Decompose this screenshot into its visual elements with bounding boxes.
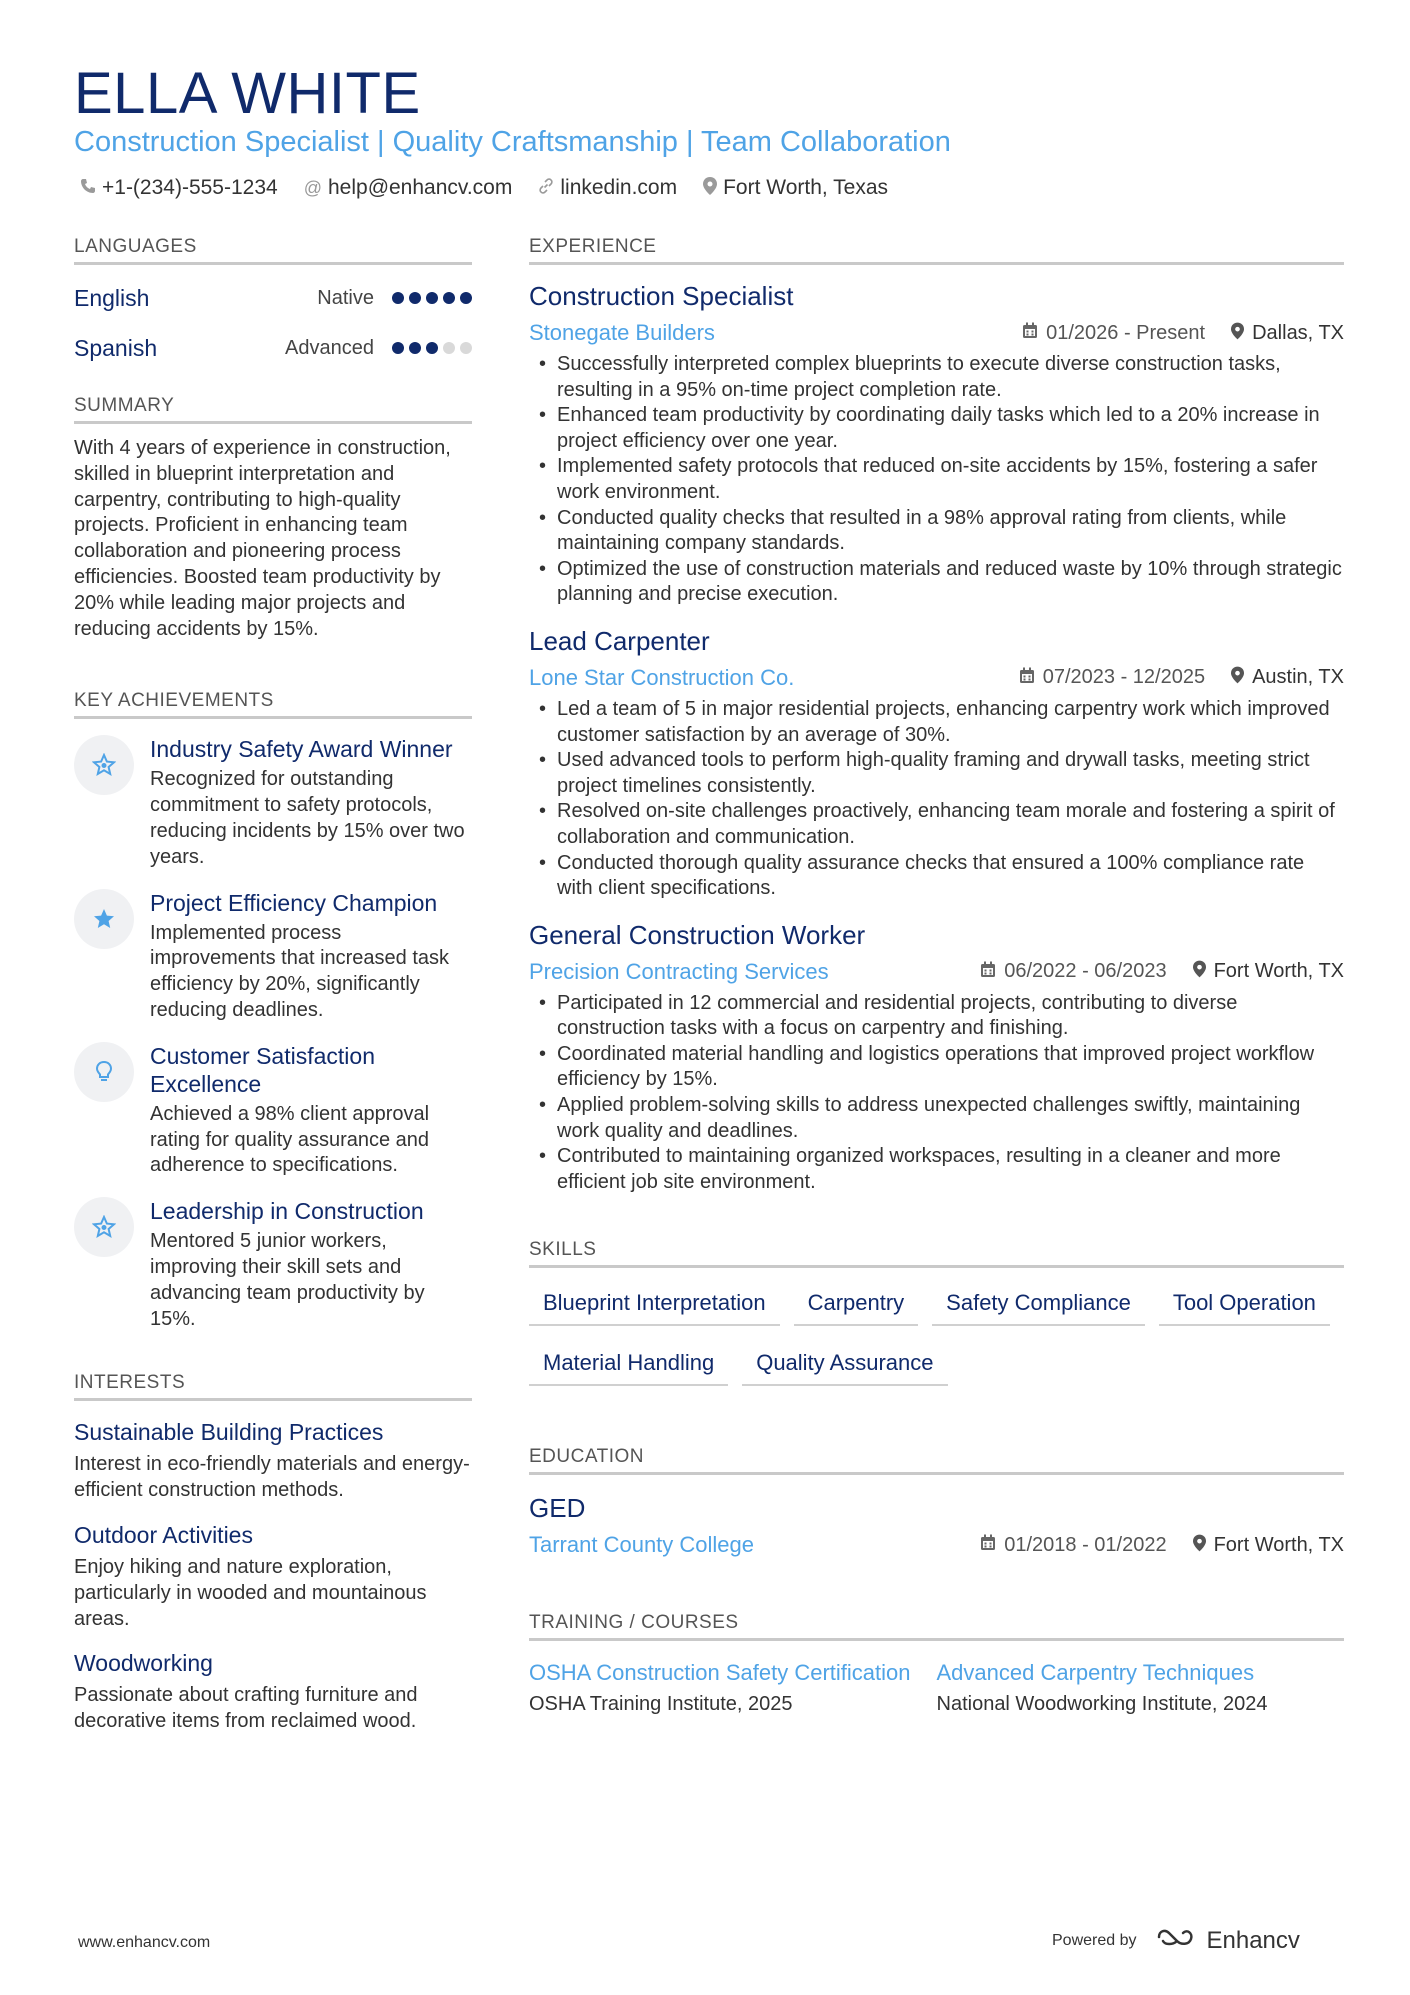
language-proficiency-dots — [392, 292, 472, 304]
job-bullet: • Contributed to maintaining organized workspaces, resulting in a cleaner and more efficient job site environment. — [529, 1144, 1344, 1195]
job-bullet: • Participated in 12 commercial and residential projects, contributing to diverse construction tasks with a focus on carpentry and finishing. — [529, 991, 1344, 1042]
language-level: Native — [317, 286, 374, 309]
job-meta — [529, 320, 1344, 346]
achievement-description: Achieved a 98% client approval rating for quality assurance and adherence to specifications. — [150, 1102, 430, 1177]
contact-email[interactable] — [304, 176, 513, 200]
map-pin-icon — [1193, 1534, 1206, 1557]
language-item — [74, 323, 472, 373]
job-bullet: • Enhanced team productivity by coordinating daily tasks which led to a 20% increase in project efficiency over one year. — [529, 403, 1344, 454]
star-icon — [74, 889, 134, 949]
map-pin-icon — [1231, 666, 1244, 689]
proficiency-dot — [409, 342, 421, 354]
linkedin-text: linkedin.com — [560, 176, 678, 199]
job-location-text: Dallas, TX — [1252, 321, 1344, 344]
education-dates — [980, 1534, 1166, 1557]
achievement-description: Implemented process improvements that increased task efficiency by 20%, significantly reducing deadlines. — [150, 921, 450, 1021]
enhancv-logo[interactable] — [1155, 1925, 1300, 1956]
education-heading: EDUCATION — [529, 1446, 1344, 1475]
job-dates — [1019, 666, 1205, 689]
summary-heading: SUMMARY — [74, 395, 472, 424]
course-provider: OSHA Training Institute, 2025 — [529, 1693, 793, 1716]
training-heading: TRAINING / COURSES — [529, 1612, 1344, 1641]
job-location — [1231, 666, 1344, 689]
job-dates — [1022, 322, 1205, 345]
interest-description: Passionate about crafting furniture and decorative items from reclaimed wood. — [74, 1684, 418, 1733]
skill-tag: Material Handling — [529, 1346, 728, 1386]
job-bullet: • Led a team of 5 in major residential projects, enhancing carpentry work which improved customer satisfaction by an average of 30%. — [529, 697, 1344, 748]
job-bullets — [529, 697, 1344, 902]
contact-phone — [80, 176, 278, 200]
school-name: Tarrant County College — [529, 1532, 755, 1558]
proficiency-dot — [392, 292, 404, 304]
education-degree: GED — [529, 1493, 586, 1524]
job-title: Construction Specialist — [529, 281, 794, 311]
job-location — [1231, 322, 1344, 345]
achievement-description: Mentored 5 junior workers, improving their skill sets and advancing team productivity by 15%. — [150, 1230, 425, 1330]
job-entry — [529, 281, 1344, 608]
achievement-item — [74, 735, 472, 870]
achievement-item — [74, 1197, 472, 1332]
job-dates — [980, 960, 1166, 983]
proficiency-dot — [426, 342, 438, 354]
email-text: help@enhancv.com — [327, 176, 513, 199]
job-entry — [529, 626, 1344, 902]
languages-list — [74, 273, 472, 373]
interest-description: Interest in eco-friendly materials and energy-efficient construction methods. — [74, 1453, 470, 1502]
language-name: Spanish — [74, 334, 158, 361]
contact-location — [703, 176, 888, 200]
phone-icon — [80, 178, 96, 199]
interest-item — [74, 1650, 472, 1735]
course-provider: National Woodworking Institute, 2024 — [936, 1693, 1268, 1716]
lightbulb-icon — [74, 1042, 134, 1102]
job-bullet: • Implemented safety protocols that reduced on-site accidents by 15%, fostering a safer work environment. — [529, 454, 1344, 505]
skill-tag: Carpentry — [794, 1286, 919, 1326]
job-location — [1193, 960, 1344, 983]
proficiency-dot-empty — [443, 342, 455, 354]
calendar-icon — [1019, 667, 1035, 689]
experience-heading: EXPERIENCE — [529, 236, 1344, 265]
skill-tag: Quality Assurance — [742, 1346, 947, 1386]
course-item — [937, 1659, 1345, 1716]
achievement-title: Project Efficiency Champion — [150, 889, 438, 916]
job-bullet: • Optimized the use of construction materials and reduced waste by 10% through strategic planning and precise execution. — [529, 557, 1344, 608]
interest-title: Outdoor Activities — [74, 1521, 253, 1548]
star-outline-icon — [74, 1197, 134, 1257]
powered-by-label: Powered by — [1052, 1931, 1137, 1949]
interest-description: Enjoy hiking and nature exploration, particularly in wooded and mountainous areas. — [74, 1555, 427, 1630]
education-dates-text: 01/2018 - 01/2022 — [1004, 1533, 1167, 1556]
proficiency-dot-empty — [460, 342, 472, 354]
left-column — [74, 236, 472, 1735]
enhancv-wordmark: Enhancv — [1206, 1926, 1300, 1954]
achievement-description: Recognized for outstanding commitment to safety protocols, reducing incidents by 15% over two years. — [150, 768, 465, 868]
job-meta — [529, 959, 1344, 985]
interest-item — [74, 1419, 472, 1504]
right-column — [529, 236, 1344, 1716]
skill-tag: Tool Operation — [1159, 1286, 1330, 1326]
proficiency-dot — [426, 292, 438, 304]
link-icon — [538, 178, 554, 199]
language-proficiency-dots — [392, 342, 472, 354]
map-pin-icon — [1193, 960, 1206, 983]
job-dates-text: 01/2026 - Present — [1046, 321, 1206, 344]
achievement-item — [74, 1042, 472, 1179]
job-bullets — [529, 991, 1344, 1196]
interest-title: Sustainable Building Practices — [74, 1419, 384, 1446]
courses-list — [529, 1659, 1344, 1716]
job-bullet: • Conducted quality checks that resulted in a 98% approval rating from clients, while maintaining company standards. — [529, 506, 1344, 557]
job-dates-text: 07/2023 - 12/2025 — [1042, 666, 1206, 689]
job-location-text: Fort Worth, TX — [1213, 960, 1344, 983]
job-dates-text: 06/2022 - 06/2023 — [1004, 960, 1167, 983]
language-name: English — [74, 284, 150, 311]
calendar-icon — [980, 1534, 996, 1556]
skill-tag: Safety Compliance — [932, 1286, 1145, 1326]
star-outline-icon — [74, 735, 134, 795]
footer-branding — [1052, 1925, 1300, 1956]
job-title: General Construction Worker — [529, 919, 866, 950]
calendar-icon — [980, 961, 996, 983]
map-pin-icon — [1231, 322, 1244, 345]
job-meta — [529, 665, 1344, 691]
proficiency-dot — [409, 292, 421, 304]
interests-heading: INTERESTS — [74, 1372, 472, 1401]
interest-item — [74, 1522, 472, 1632]
course-title: OSHA Construction Safety Certification — [529, 1660, 911, 1686]
contact-bar — [80, 176, 888, 200]
job-location-text: Austin, TX — [1252, 666, 1344, 689]
achievement-title: Customer Satisfaction Excellence — [150, 1042, 375, 1097]
language-item — [74, 273, 472, 323]
job-bullet: • Conducted thorough quality assurance checks that ensured a 100% compliance rate with client specifications. — [529, 851, 1344, 902]
candidate-name: ELLA WHITE — [74, 61, 421, 126]
contact-linkedin[interactable] — [538, 176, 677, 200]
language-level: Advanced — [285, 336, 374, 359]
course-item — [529, 1659, 937, 1716]
company-name: Precision Contracting Services — [529, 958, 829, 984]
summary-text: With 4 years of experience in construction, skilled in blueprint interpretation and carpentry, contributing to high-quality projects. Proficient in enhancing team collaboration and pioneering process efficiencies. Boosted team productivity by 20% while leading major projects and reducing accidents by 15%. — [74, 437, 451, 640]
job-bullet: • Coordinated material handling and logistics operations that improved project workflow efficiency by 15%. — [529, 1042, 1344, 1093]
skills-list — [529, 1286, 1344, 1386]
achievement-title: Industry Safety Award Winner — [150, 736, 453, 763]
education-location-text: Fort Worth, TX — [1213, 1533, 1344, 1556]
at-icon: @ — [303, 177, 322, 198]
calendar-icon — [1022, 322, 1038, 344]
job-bullet: • Applied problem-solving skills to address unexpected challenges swiftly, maintaining work quality and deadlines. — [529, 1093, 1344, 1144]
proficiency-dot — [460, 292, 472, 304]
company-name: Stonegate Builders — [529, 320, 715, 345]
achievement-item — [74, 889, 472, 1024]
skills-heading: SKILLS — [529, 1239, 1344, 1268]
map-pin-icon — [703, 177, 717, 200]
footer-website[interactable]: www.enhancv.com — [78, 1934, 211, 1951]
education-location — [1193, 1534, 1344, 1557]
job-bullet: • Successfully interpreted complex blueprints to execute diverse construction tasks, resulting in a 95% on-time project completion rate. — [529, 352, 1344, 403]
proficiency-dot — [443, 292, 455, 304]
job-entry — [529, 920, 1344, 1196]
location-text: Fort Worth, Texas — [723, 176, 889, 199]
skill-tag: Blueprint Interpretation — [529, 1286, 780, 1326]
interest-title: Woodworking — [74, 1650, 213, 1677]
achievement-title: Leadership in Construction — [150, 1198, 424, 1225]
languages-heading: LANGUAGES — [74, 236, 472, 265]
job-bullet: • Resolved on-site challenges proactively, enhancing team morale and fostering a spirit of collaboration and communication. — [529, 799, 1344, 850]
education-meta — [529, 1532, 1344, 1558]
job-bullet: • Used advanced tools to perform high-quality framing and drywall tasks, meeting strict project timelines consistently. — [529, 748, 1344, 799]
job-title: Lead Carpenter — [529, 625, 710, 656]
course-title: Advanced Carpentry Techniques — [936, 1660, 1255, 1686]
candidate-tagline: Construction Specialist | Quality Craftsmanship | Team Collaboration — [74, 126, 951, 158]
enhancv-logo-icon — [1155, 1925, 1199, 1956]
achievements-heading: KEY ACHIEVEMENTS — [74, 690, 472, 719]
phone-text: +1-(234)-555-1234 — [102, 176, 278, 199]
proficiency-dot — [392, 342, 404, 354]
company-name: Lone Star Construction Co. — [529, 664, 795, 690]
job-bullets — [529, 352, 1344, 608]
